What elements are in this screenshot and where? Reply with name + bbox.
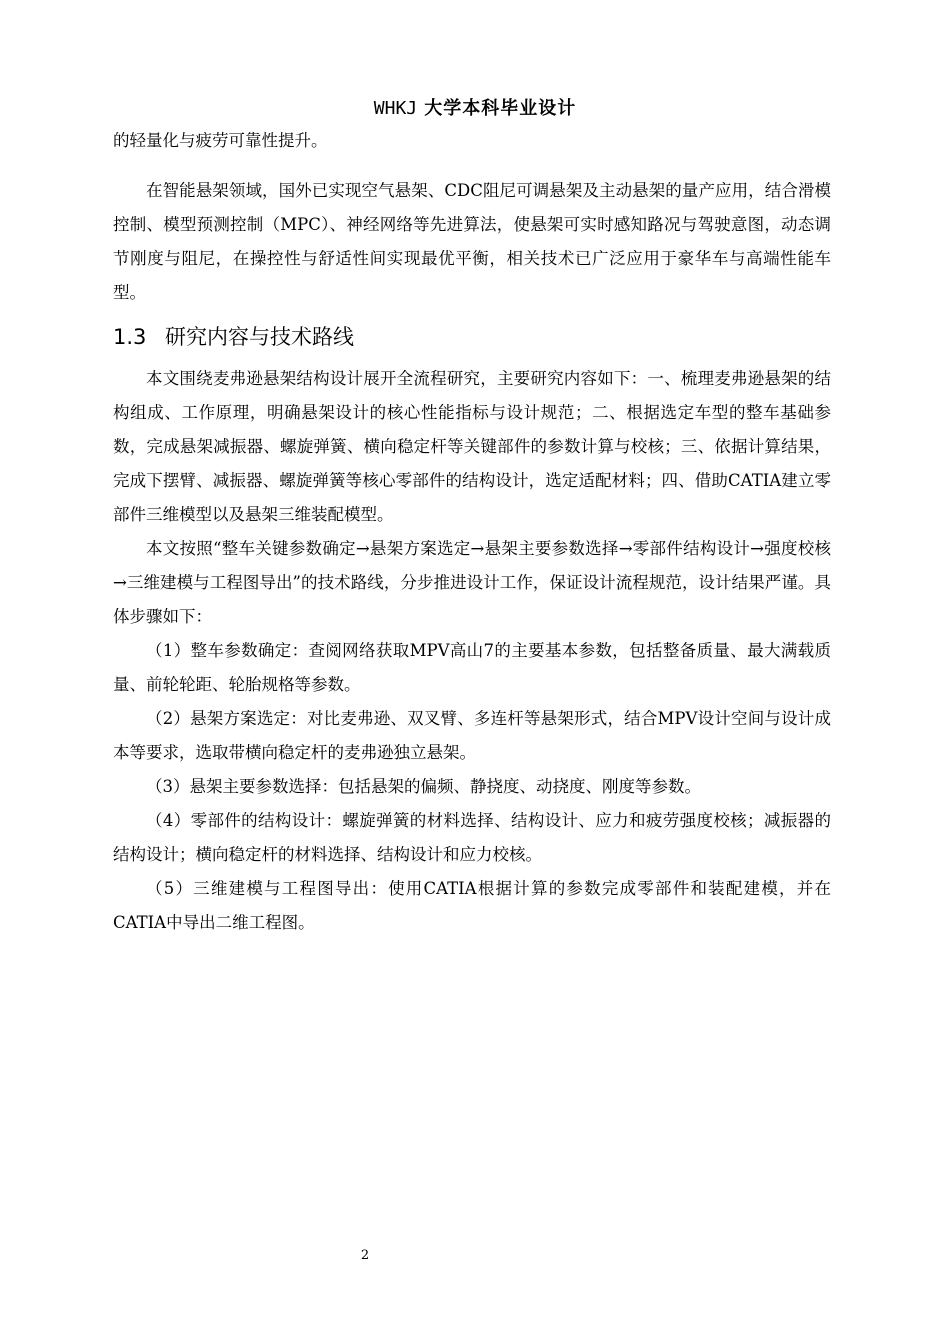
paragraph-technical-route: 本文按照“整车关键参数确定→悬架方案选定→悬架主要参数选择→零部件结构设计→强度校核→三维建模与工程图导出”的技术路线，分步推进设计工作，保证设计流程规范，设计结果严谨。具体步骤如下： [113,539,831,626]
list-item-step-2: （2）悬架方案选定：对比麦弗逊、双叉臂、多连杆等悬架形式，结合MPV设计空间与设计成本等要求，选取带横向稳定杆的麦弗逊独立悬架。 [113,709,831,762]
body-text [113,124,831,940]
header-title: 大学本科毕业设计 [424,98,577,119]
list-item-step-3: （3）悬架主要参数选择：包括悬架的偏频、静挠度、动挠度、刚度等参数。 [146,777,701,796]
section-heading [113,322,831,352]
paragraph-research-content: 本文围绕麦弗逊悬架结构设计展开全流程研究，主要研究内容如下：一、梳理麦弗逊悬架的结构组成、工作原理，明确悬架设计的核心性能指标与设计规范；二、根据选定车型的整车基础参数，完成悬架减振器、螺旋弹簧、横向稳定杆等关键部件的参数计算与校核；三、依据计算结果，完成下摆臂、减振器、螺旋弹簧等核心零部件的结构设计，选定适配材料；四、借助CATIA建立零部件三维模型以及悬架三维装配模型。 [113,369,831,524]
section-title: 研究内容与技术路线 [165,325,354,349]
section-number: 1.3 [113,325,147,349]
list-item-step-1: （1）整车参数确定：查阅网络获取MPV高山7的主要基本参数，包括整备质量、最大满载质量、前轮轮距、轮胎规格等参数。 [113,641,831,694]
paragraph-smart-suspension: 在智能悬架领域，国外已实现空气悬架、CDC阻尼可调悬架及主动悬架的量产应用，结合滑模控制、模型预测控制（MPC）、神经网络等先进算法，使悬架可实时感知路况与驾驶意图，动态调节刚度与阻尼，在操控性与舒适性间实现最优平衡，相关技术已广泛应用于豪华车与高端性能车型。 [113,181,831,302]
page-number: 2 [360,1248,370,1263]
header-prefix: WHKJ [373,98,418,119]
list-item-step-5: （5）三维建模与工程图导出：使用CATIA根据计算的参数完成零部件和装配建模，并在CATIA中导出二维工程图。 [113,879,831,932]
running-header [0,96,950,121]
list-item-step-4: （4）零部件的结构设计：螺旋弹簧的材料选择、结构设计、应力和疲劳强度校核；减振器的结构设计；横向稳定杆的材料选择、结构设计和应力校核。 [113,811,831,864]
paragraph-continuation: 的轻量化与疲劳可靠性提升。 [113,131,328,150]
